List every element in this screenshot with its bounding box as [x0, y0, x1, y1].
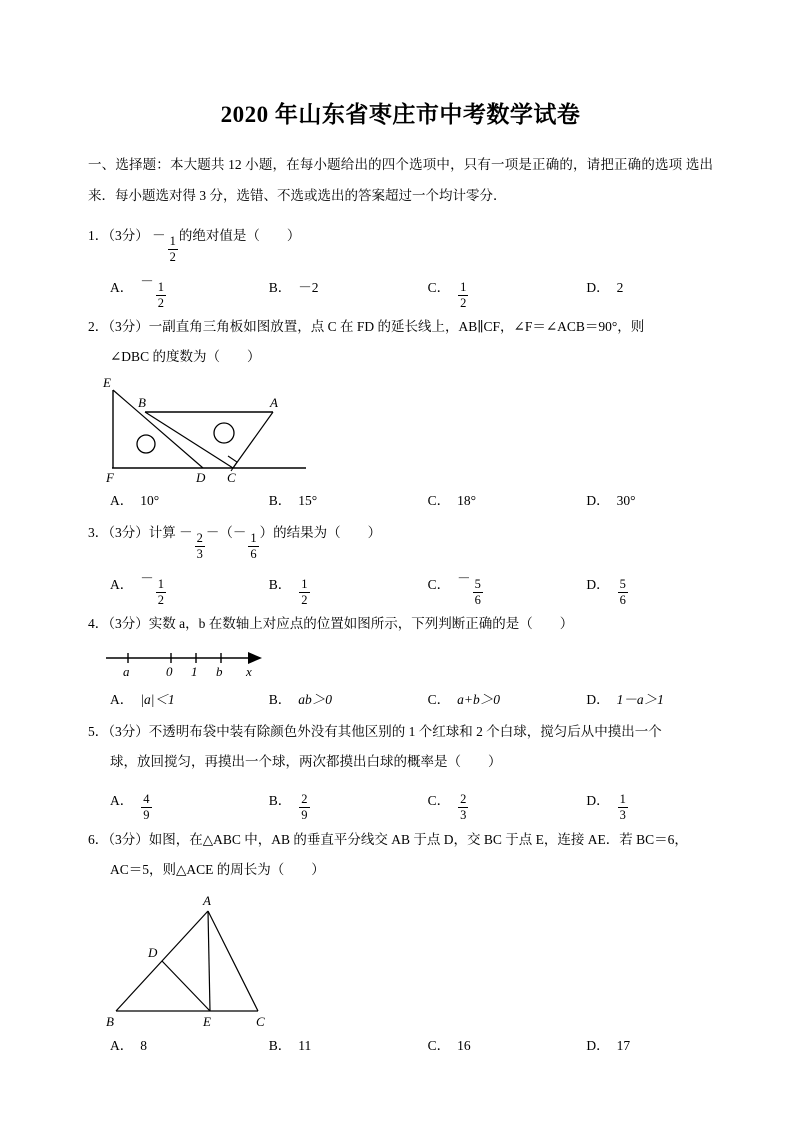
figure-triangles-svg [98, 376, 328, 484]
question-6-stem [88, 825, 713, 885]
question-4 [88, 609, 713, 715]
section-intro [88, 149, 713, 211]
option-value [617, 779, 629, 823]
numerator: 1 [156, 281, 166, 296]
figure-label-E: E [203, 1013, 211, 1029]
numerator: 5 [473, 578, 483, 593]
figure-triangle-abc-svg [98, 889, 328, 1029]
denominator: 3 [460, 808, 467, 823]
section-intro-line-1: 一、选择题：本大题共 12 小题，在每小题给出的四个选项中，只有一项是正确的，请把正确的选项 [88, 157, 683, 172]
option-value [457, 267, 469, 311]
denominator: 9 [143, 808, 150, 823]
option-label: B． [268, 1037, 292, 1053]
numerator: 5 [618, 578, 628, 593]
option-value [140, 779, 152, 823]
fraction [299, 578, 309, 607]
option-6-c[interactable] [428, 1031, 587, 1061]
figure-label-a: a [123, 664, 130, 679]
question-6-stem-line-1: 如图，在△ABC 中，AB 的垂直平分线交 AB 于点 D，交 BC 于点 E，连接 AE．若 BC＝6， [148, 831, 688, 847]
fraction [618, 578, 628, 607]
option-value [140, 267, 167, 311]
option-value: 15° [298, 493, 318, 508]
option-label: D． [586, 493, 610, 508]
fraction [299, 793, 309, 822]
question-6-figure [88, 889, 713, 1029]
option-label: A． [110, 692, 134, 707]
question-2 [88, 312, 713, 516]
option-value: |a|＜1 [140, 692, 175, 707]
sign: － [140, 273, 154, 289]
option-value: 17 [616, 1037, 631, 1053]
numerator: 2 [458, 793, 468, 808]
question-5-stem-line-1: 不透明布袋中装有除颜色外没有其他区别的 1 个红球和 2 个白球，搅匀后从中摸出一个 [148, 724, 662, 739]
page-title: 2020 年山东省枣庄市中考数学试卷 [220, 102, 581, 127]
figure-label-A: A [203, 892, 211, 908]
denominator: 9 [301, 808, 308, 823]
option-label: A． [110, 280, 134, 296]
option-3-b[interactable] [269, 564, 428, 608]
q3-sign-1: － [179, 525, 193, 540]
option-1-d[interactable] [586, 267, 713, 311]
denominator: 2 [157, 295, 164, 310]
option-label: B． [268, 792, 292, 808]
option-value [457, 564, 484, 608]
option-3-a[interactable] [110, 564, 269, 608]
option-value: 30° [616, 493, 636, 508]
question-2-stem-line-2: ∠DBC 的度数为（ ） [110, 349, 261, 364]
figure-number-line-svg [98, 643, 278, 683]
question-1 [88, 221, 713, 310]
option-label: D． [586, 692, 610, 707]
figure-label-C: C [227, 470, 236, 484]
question-6-points: （3分） [108, 831, 149, 847]
question-3-options [88, 564, 713, 608]
figure-label-1: 1 [191, 664, 198, 679]
question-2-stem-line-1: 一副直角三角板如图放置，点 C 在 FD 的延长线上，AB∥CF，∠F＝∠ACB＝90°，则 [148, 319, 645, 334]
question-1-stem-after: 的绝对值是（ ） [178, 228, 301, 243]
q3-sign-2: － [232, 525, 247, 540]
option-1-a[interactable] [110, 267, 269, 311]
fraction [458, 281, 468, 310]
numerator: 1 [458, 281, 468, 296]
figure-label-A: A [270, 395, 278, 410]
option-label: D． [586, 1037, 610, 1053]
option-label: D． [586, 792, 610, 808]
option-label: C． [427, 692, 451, 707]
figure-label-b: b [216, 664, 223, 679]
numerator: 1 [299, 578, 309, 593]
option-label: B． [268, 692, 292, 707]
option-value: 16 [457, 1037, 471, 1053]
question-2-options [88, 486, 713, 516]
option-4-c[interactable] [428, 685, 587, 715]
fraction [458, 793, 468, 822]
option-3-c[interactable] [428, 564, 587, 608]
option-value: 8 [140, 1037, 147, 1053]
option-2-a[interactable] [110, 486, 269, 516]
section-intro-line-2: 选出来．每小题选对得 3 分，选错、不选或选出的答案超过一个均计零分． [88, 157, 714, 203]
question-2-stem [88, 312, 713, 372]
option-2-c[interactable] [428, 486, 587, 516]
option-5-d[interactable] [586, 779, 713, 823]
figure-label-x: x [246, 664, 252, 679]
numerator: 1 [156, 578, 166, 593]
option-value: 11 [298, 1037, 312, 1053]
question-6 [88, 825, 713, 1061]
fraction [156, 578, 166, 607]
option-value: 1－a＞1 [616, 692, 664, 707]
option-label: A． [110, 493, 134, 508]
question-2-points: （3分） [108, 319, 149, 334]
figure-label-C: C [256, 1013, 265, 1029]
question-4-points: （3分） [108, 616, 149, 631]
question-4-stem [88, 609, 713, 639]
option-value [298, 779, 310, 823]
option-label: C． [427, 1037, 451, 1053]
question-2-figure [88, 376, 713, 484]
question-2-number: 2． [88, 319, 109, 334]
question-6-options [88, 1031, 713, 1061]
numerator: 1 [618, 793, 628, 808]
option-label: C． [427, 792, 451, 808]
option-value: 2 [616, 280, 624, 296]
option-5-b[interactable] [269, 779, 428, 823]
question-4-figure [88, 643, 713, 683]
option-label: A． [110, 792, 134, 808]
question-5-stem [88, 717, 713, 777]
option-1-c[interactable] [428, 267, 587, 311]
numerator: 1 [248, 532, 258, 547]
q1-stem-sign: － [152, 228, 166, 243]
figure-label-0: 0 [166, 664, 173, 679]
denominator: 6 [250, 547, 257, 562]
numerator: 2 [299, 793, 309, 808]
question-3-number: 3． [88, 525, 109, 540]
question-5-points: （3分） [108, 724, 149, 739]
option-value: a+b＞0 [457, 692, 500, 707]
question-1-stem [88, 221, 713, 265]
question-3-points: （3分） [108, 525, 149, 540]
question-1-options [88, 267, 713, 311]
question-5-options [88, 779, 713, 823]
question-1-points: （3分） [108, 228, 149, 243]
q3-fraction-2 [248, 532, 258, 561]
question-1-number: 1． [88, 228, 109, 243]
option-value [457, 779, 469, 823]
option-label: A． [110, 577, 134, 593]
question-5 [88, 717, 713, 823]
option-value: 10° [140, 493, 160, 508]
question-5-stem-line-2: 球，放回搅匀，再摸出一个球，两次都摸出白球的概率是（ ） [110, 754, 502, 769]
option-3-d[interactable] [586, 564, 713, 608]
denominator: 3 [196, 547, 203, 562]
option-6-a[interactable] [110, 1031, 269, 1061]
option-value: 18° [457, 493, 476, 508]
denominator: 6 [474, 592, 481, 607]
q3-fraction-1 [195, 532, 205, 561]
question-5-number: 5． [88, 724, 109, 739]
numerator: 2 [195, 532, 205, 547]
question-3-stem-after: 的结果为（ ） [273, 525, 382, 540]
page-content [88, 0, 713, 1063]
question-6-number: 6． [88, 831, 109, 847]
option-5-c[interactable] [428, 779, 587, 823]
option-label: D． [586, 577, 610, 593]
figure-label-B: B [106, 1013, 114, 1029]
fraction [156, 281, 166, 310]
figure-label-B: B [138, 395, 146, 410]
question-4-number: 4． [88, 616, 109, 631]
fraction [618, 793, 628, 822]
option-2-d[interactable] [586, 486, 713, 516]
figure-label-D: D [148, 944, 158, 960]
option-label: C． [427, 493, 451, 508]
option-label: C． [427, 280, 451, 296]
option-label: C． [427, 577, 451, 593]
question-4-options [88, 685, 713, 715]
denominator: 3 [619, 808, 626, 823]
option-4-d[interactable] [586, 685, 713, 715]
numerator: 4 [141, 793, 151, 808]
figure-label-D: D [196, 470, 206, 484]
numerator: 1 [168, 235, 178, 250]
question-3 [88, 518, 713, 607]
option-value: －2 [298, 280, 319, 296]
option-value [298, 564, 310, 608]
question-3-stem-text: 计算 [148, 525, 176, 540]
option-6-d[interactable] [586, 1031, 713, 1061]
option-label: A． [110, 1037, 134, 1053]
fraction [473, 578, 483, 607]
sign: － [457, 570, 471, 586]
option-label: B． [268, 280, 292, 296]
option-label: B． [268, 493, 292, 508]
option-value: ab＞0 [298, 692, 333, 707]
sign: － [140, 570, 154, 586]
option-value [140, 564, 167, 608]
q1-stem-fraction [168, 235, 178, 264]
option-6-b[interactable] [269, 1031, 428, 1061]
option-1-b[interactable] [269, 267, 428, 311]
option-label: D． [586, 280, 610, 296]
denominator: 6 [619, 592, 626, 607]
question-3-stem: 3．（3分）计算 － $\frac{2}{3}$ －（－ $\frac{1}{6}$ ）的结果为（ ） [88, 525, 382, 562]
option-value [617, 564, 629, 608]
fraction [141, 793, 151, 822]
option-4-b[interactable] [269, 685, 428, 715]
denominator: 2 [460, 295, 467, 310]
option-label: B． [268, 577, 292, 593]
figure-label-F: F [106, 470, 114, 484]
option-4-a[interactable] [110, 685, 269, 715]
question-4-stem-line-1: 实数 a，b 在数轴上对应点的位置如图所示，下列判断正确的是（ ） [148, 616, 574, 631]
denominator: 2 [301, 592, 308, 607]
option-2-b[interactable] [269, 486, 428, 516]
denominator: 2 [169, 250, 176, 265]
question-6-stem-line-2: AC＝5，则△ACE 的周长为（ ） [110, 861, 325, 877]
figure-label-E: E [103, 376, 111, 390]
option-5-a[interactable] [110, 779, 269, 823]
denominator: 2 [157, 592, 164, 607]
